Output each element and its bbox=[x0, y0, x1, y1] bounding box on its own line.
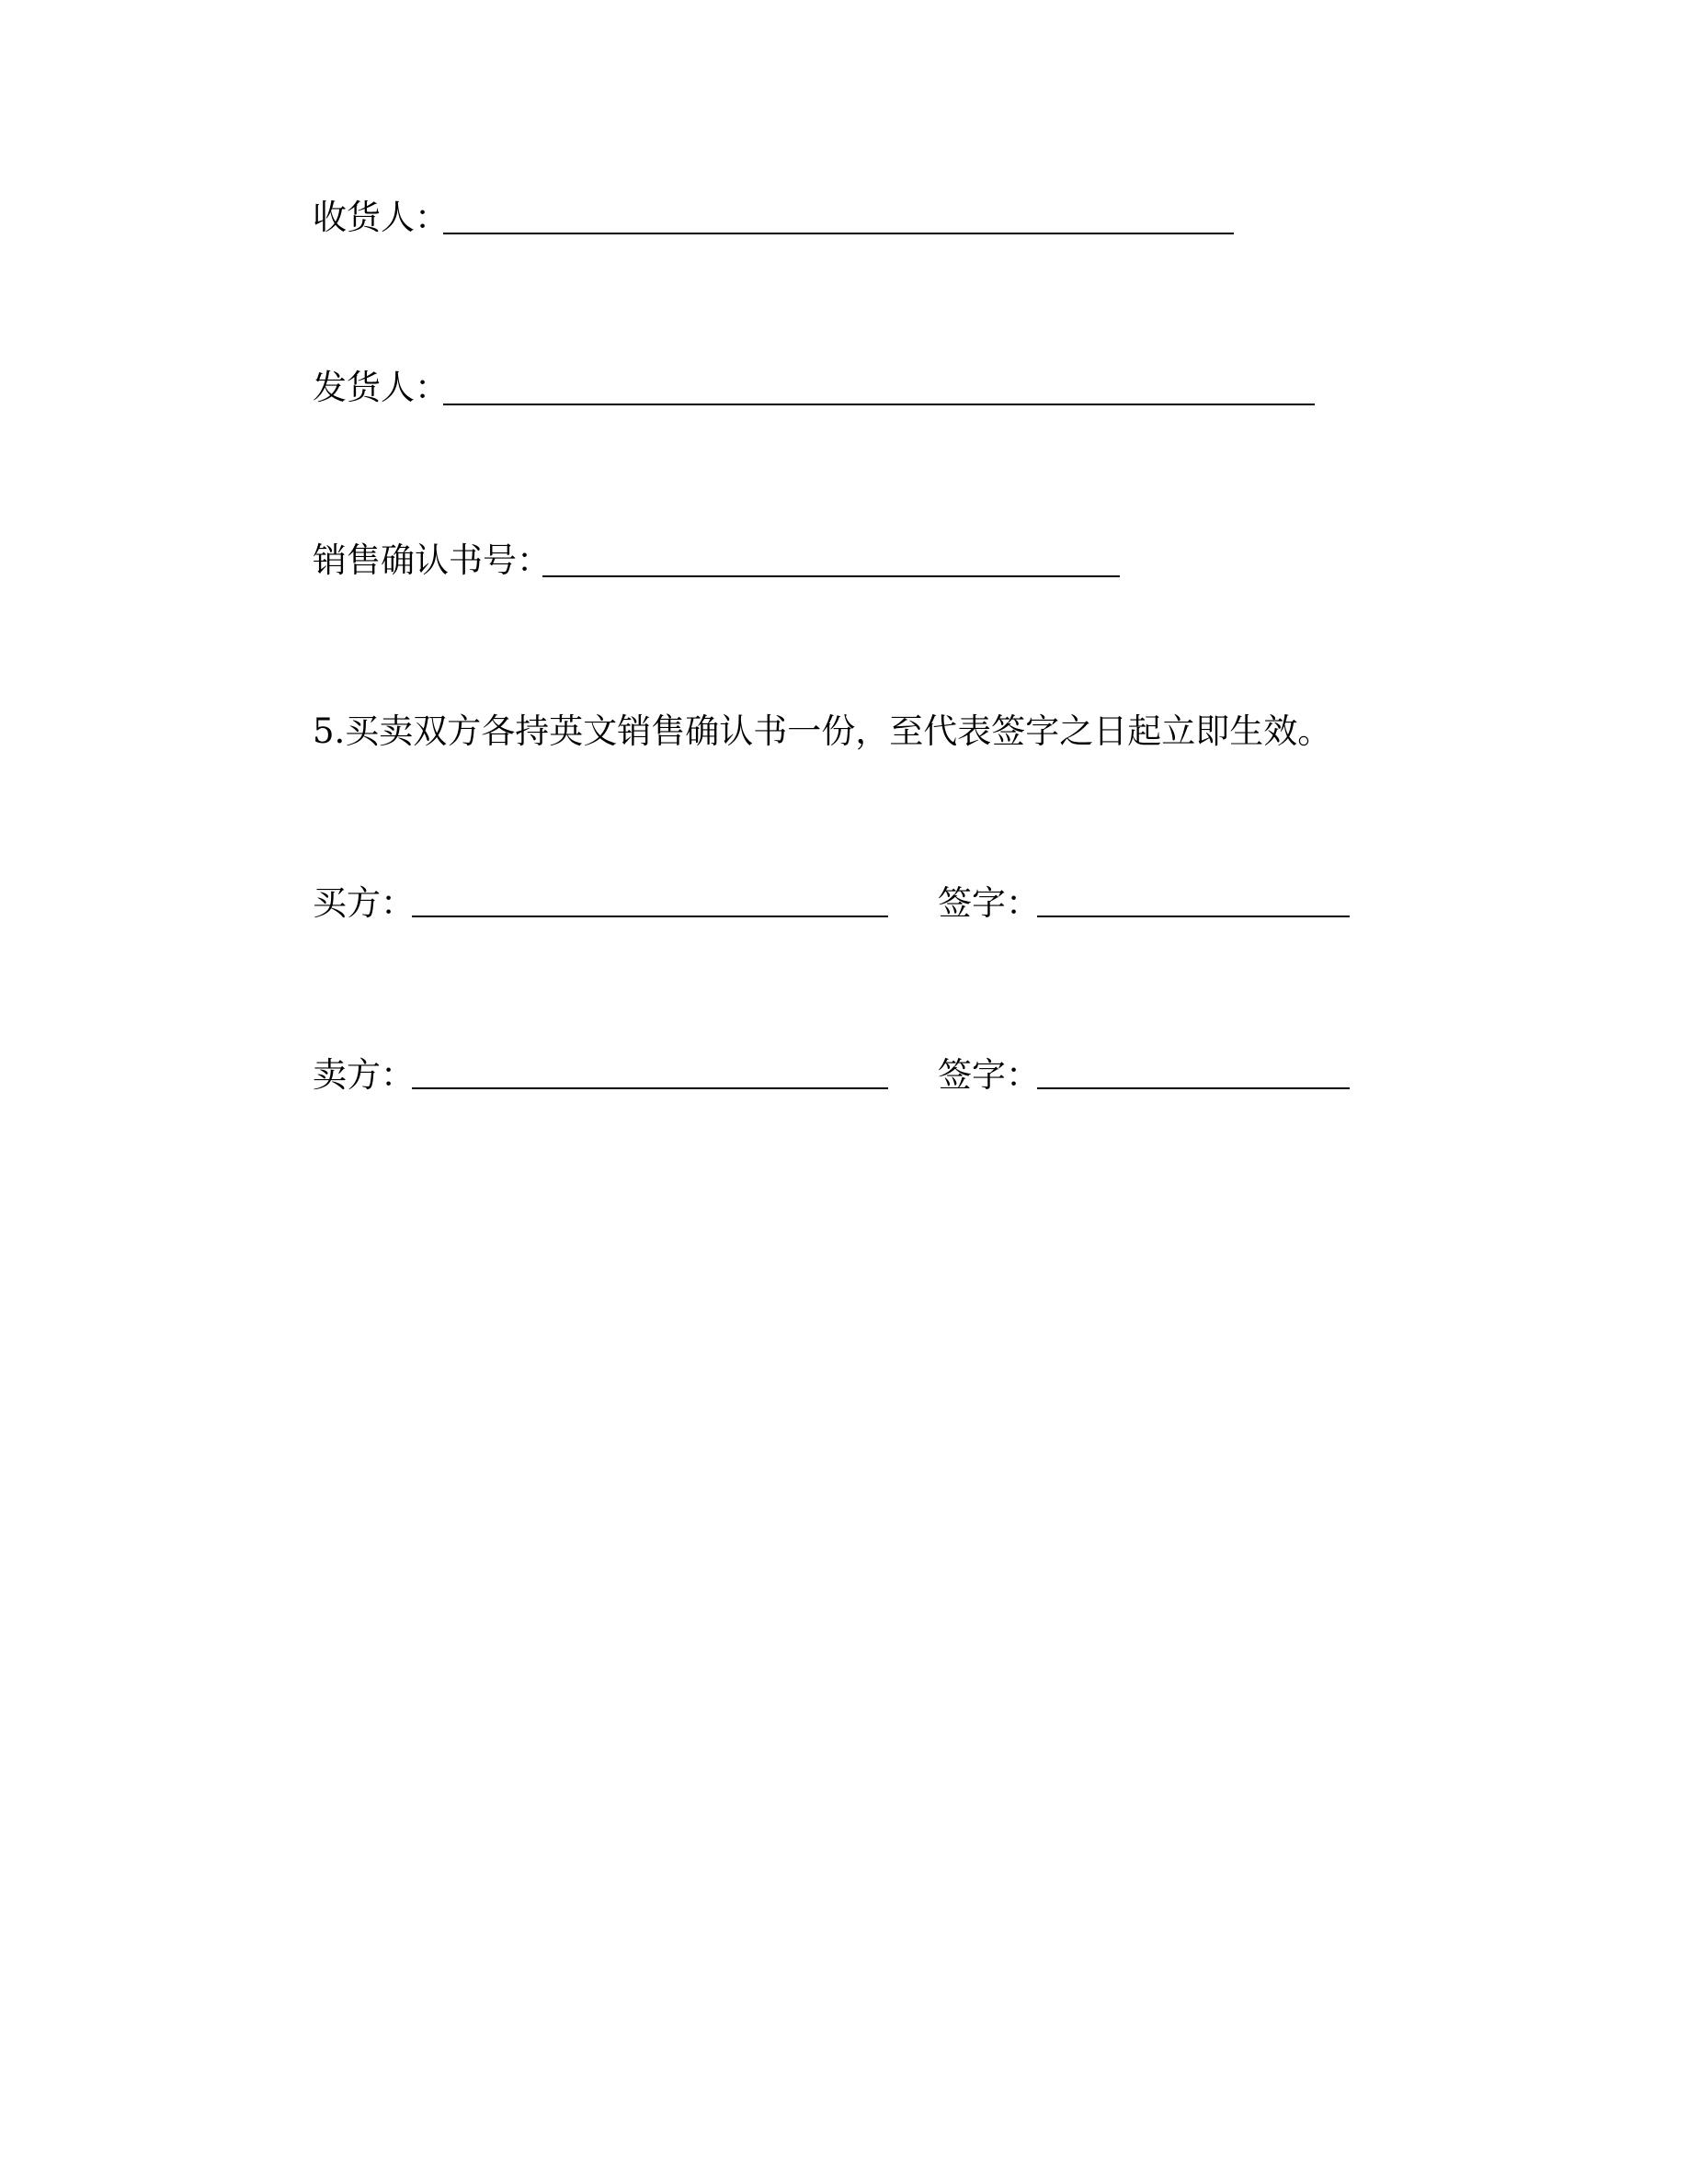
consignee-field[interactable] bbox=[443, 233, 1234, 234]
shipper-label: 发货人： bbox=[313, 368, 449, 407]
shipper-field[interactable] bbox=[443, 404, 1315, 405]
buyer-field[interactable] bbox=[412, 916, 888, 917]
seller-signature-field[interactable] bbox=[1037, 1087, 1350, 1089]
consignee-label: 收货人： bbox=[313, 198, 449, 237]
clause-5-text: 5.买卖双方各持英文销售确认书一份，至代表签字之日起立即生效。 bbox=[313, 711, 1332, 751]
sales-confirmation-no-label: 销售确认书号： bbox=[313, 540, 551, 580]
buyer-label: 买方： bbox=[313, 883, 415, 923]
seller-field[interactable] bbox=[412, 1087, 888, 1089]
sales-confirmation-no-field[interactable] bbox=[542, 575, 1120, 577]
seller-label: 卖方： bbox=[313, 1055, 415, 1095]
buyer-signature-field[interactable] bbox=[1037, 916, 1350, 917]
buyer-signature-label: 签字： bbox=[938, 883, 1040, 923]
seller-signature-label: 签字： bbox=[938, 1055, 1040, 1095]
